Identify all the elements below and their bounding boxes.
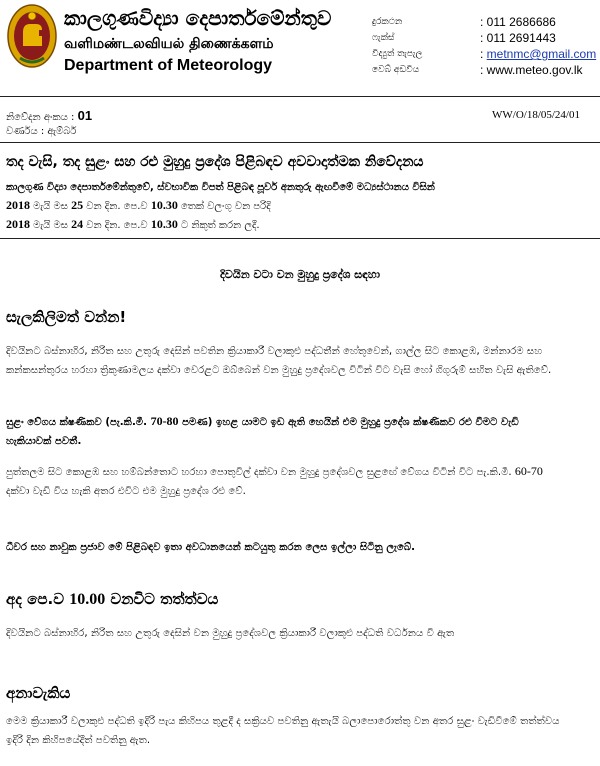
email-link[interactable]: metnmc@gmail.com: [486, 47, 597, 61]
org-name-english: Department of Meteorology: [64, 57, 273, 74]
section-heading: දිවයින වටා වන මුහුදු ප්‍රදේශ සඳහා: [220, 268, 380, 281]
contact-block: [372, 14, 598, 78]
contact-separator: :: [480, 47, 487, 61]
paragraph-wind-speed: සුළං වේගය ක්ෂණිකව (පැ.කි.මී. 70-80 පමණ) ඉහළ යාමට ඉඩ ඇති හෙයින් එම මුහුදු ප්‍රදේශ ක්ෂණිකව රළු වීමට වැඩි හැකියාවක් පවතී.: [6, 414, 519, 447]
year: 2018: [6, 217, 30, 231]
org-name-sinhala: කාලගුණවිද්‍යා දෙපාර්තමේන්තුව: [64, 6, 332, 30]
day: 25: [71, 198, 84, 212]
status-text: දිවයිනට බස්නාහිර, නිරිත සහ උතුරු දෙසින් වන මුහුදු ප්‍රදේශවල ක්‍රියාකාරී වලාකුළු පද්ධති වර්ධනය වී ඇත: [6, 628, 455, 639]
time: 10.30: [150, 198, 178, 212]
issued-at-line: 2018 මැයි මස 24 වන දින. පෙ.ව 10.30 ට නිකුත් කරන ලදී.: [6, 217, 260, 231]
forecast-heading: අනාවැකිය: [6, 684, 71, 702]
issuer-line: කාලගුණ විද්‍යා දෙපාර්තමේන්තුවේ, ස්වභාවික විපත් පිළිබඳ පූර්ව අනතුරු ඇඟවීමේ මධ්‍යස්ථානය විසින්: [6, 182, 435, 193]
warning-color: වර්ණය : ඇම්බර්: [6, 126, 77, 137]
title-divider: [0, 238, 600, 239]
status-time: 10.00: [69, 591, 106, 608]
status-heading: අද පෙ.ව 10.00 වනවිට තත්ත්වය: [6, 590, 219, 608]
header-divider: [0, 96, 600, 97]
contact-value: : www.meteo.gov.lk: [480, 63, 583, 77]
time: 10.30: [150, 217, 178, 231]
notice-number-value: 01: [77, 108, 93, 123]
contact-fax: [372, 30, 598, 46]
notice-number: [6, 108, 92, 123]
org-name-tamil: வளிமண்டலவியல் திணைக்களம்: [64, 36, 274, 52]
wind-range: 70-80: [150, 414, 179, 428]
contact-email: [372, 46, 598, 62]
forecast-text: මෙම ක්‍රියාකාරී වලාකුළු පද්ධති ඉදිරි පැය කිහිපය තුළදී ද සක්‍රියව පවතිනු ඇතැයි බලාපොරොත්තු වන අතර සුළං වැඩිවීමේ තත්ත්වය ඉදිරි දින කිහිපයේදීත් පවතිනු ඇත.: [6, 716, 560, 746]
reference-code: WW/O/18/05/24/01: [492, 109, 580, 121]
contact-label: විද්‍යුත් තැපැල: [372, 49, 423, 59]
contact-value: [480, 47, 596, 61]
paragraph-active-systems: දිවයිනට බස්නාහිර, නිරිත සහ උතුරු දෙසින් පවතින ක්‍රියාකාරී වලාකුළු පද්ධතීන් හේතුවෙන්, ගාල්ල සිට කොළඹ, මන්නාරම සහ කන්කසන්තුරය හරහා ත්‍රිකුණාමලය දක්වා වෙරළට ඔබ්බෙන් වන මුහුදු ප්‍රදේශවල විටින් විට වැසි හෝ ගිගුරුම් සහිත වැසි ඇතිවේ.: [6, 346, 552, 376]
document-title: තද වැසි, තද සුළං සහ රළු මුහුදු ප්‍රදේශ පිළිබඳව අවවාදාත්මක නිවේදනය: [6, 154, 424, 170]
paragraph-sea-areas: පුත්තලම සිට කොළඹ සහ හම්බන්තොට හරහා පොතුවිල් දක්වා වන මුහුදු ප්‍රදේශවල සුළඟේ වේගය විටින් විට පැ.කි.මී. 60-70 දක්වා වැඩි විය හැකි අතර එවිට එම මුහුදු ප්‍රදේශ රළු වේ.: [6, 464, 543, 497]
sri-lanka-emblem-icon: [6, 2, 58, 70]
alert-heading: සැලකිලිමත් වන්න!: [6, 308, 127, 326]
contact-label: දුරකථන: [372, 17, 403, 27]
day: 24: [71, 217, 84, 231]
contact-website: [372, 62, 598, 78]
contact-value: : 011 2686686: [480, 15, 556, 29]
contact-label: වෙබ් අඩවිය: [372, 65, 420, 75]
notice-label: නිවේදන අංකය :: [6, 112, 78, 123]
wind-range: 60-70: [514, 464, 543, 478]
valid-until-line: 2018 මැයි මස 25 වන දින. පෙ.ව 10.30 තෙක් වලංගු වන පරිදි: [6, 198, 271, 212]
contact-value: : 011 2691443: [480, 31, 556, 45]
meta-divider: [0, 142, 600, 143]
year: 2018: [6, 198, 30, 212]
contact-label: ෆැක්ස්: [372, 33, 395, 43]
contact-phone: [372, 14, 598, 30]
fisher-advisory: ධීවර සහ නාවුක ප්‍රජාව මේ පිළිබඳව ඉතා අවධානයෙන් කටයුතු කරන ලෙස ඉල්ලා සිටිනු ලැබේ.: [6, 542, 416, 553]
